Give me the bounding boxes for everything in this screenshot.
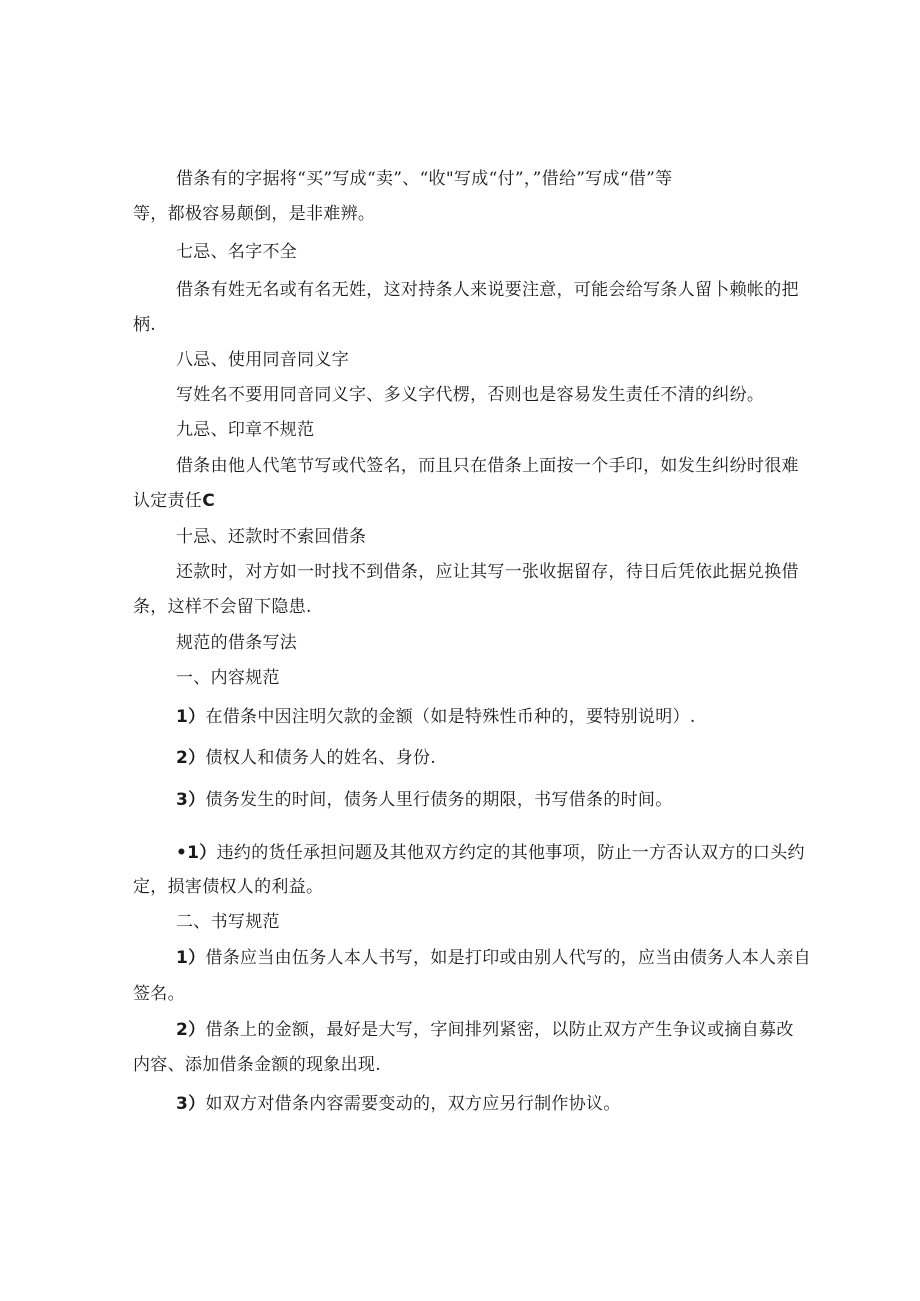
list-text: 债权人和债务人的姓名、身份.	[205, 748, 437, 768]
list-marker: 2）	[176, 1020, 206, 1040]
paragraph-line: 写姓名不要用同音同义字、多义字代楞，否则也是容易发生责任不清的纠纷。	[176, 385, 765, 405]
list-text: 违约的货任承担问题及其他双方约定的其他事项，防止一方否认双方的口头约	[216, 843, 805, 863]
list-marker: 3）	[176, 790, 206, 810]
section-heading: 九忌、印章不规范	[176, 420, 315, 440]
paragraph-line: 借条有姓无名或有名无姓，这对持条人来说要注意，可能会给写条人留卜赖帐的把	[176, 280, 799, 300]
list-item	[176, 1093, 621, 1115]
paragraph-line: 借条由他人代笔节写或代签名，而且只在借条上面按一个手印，如发生纠纷时很难	[176, 456, 799, 476]
list-item	[176, 706, 696, 728]
list-marker: 1）	[176, 707, 206, 727]
list-text: 在借条中因注明欠款的金额（如是特殊性币种的，要特别说明）.	[205, 707, 696, 727]
list-marker: 2）	[176, 748, 206, 768]
paragraph-line	[133, 490, 215, 512]
paragraph-line: 条，这样不会留下隐患.	[133, 597, 312, 617]
paragraph-line: 柄.	[133, 315, 157, 335]
list-text: 借条上的金额，最好是大写，字间排列紧密，以防止双方产生争议或摘自募改	[205, 1020, 794, 1040]
stray-letter: C	[202, 491, 215, 511]
subsection-heading: 二、书写规范	[176, 912, 280, 932]
list-marker: •1）	[176, 843, 217, 863]
paragraph-line: 还款时，对方如一时找不到借条，应让其写一张收据留存，待日后凭依此据兑换借	[176, 562, 799, 582]
list-item	[176, 947, 811, 969]
section-heading: 八忌、使用同音同义字	[176, 350, 349, 370]
list-text: 借条应当由伍务人本人书写，如是打印或由别人代写的，应当由债务人本人亲自	[205, 948, 811, 968]
section-heading: 十忌、还款时不索回借条	[176, 527, 367, 547]
list-item	[176, 842, 805, 864]
paragraph-line: 借条有的字据将“买”写成“卖”、“收"写成“付”，”借给”写成“借”等	[176, 169, 673, 189]
list-text: 如双方对借条内容需要变动的，双方应另行制作协议。	[205, 1094, 621, 1114]
list-marker: 3）	[176, 1094, 206, 1114]
paragraph-line: 定，损害债权人的利益。	[133, 877, 324, 897]
list-item	[176, 789, 673, 811]
paragraph-line: 等，都极容易颠倒，是非难辨。	[133, 204, 376, 224]
list-marker: 1）	[176, 948, 206, 968]
list-text: 债务发生的时间，债务人里行债务的期限，书写借条的时间。	[205, 790, 673, 810]
line-text: 认定责任	[133, 491, 203, 511]
list-item	[176, 1019, 794, 1041]
subsection-heading: 一、内容规范	[176, 668, 280, 688]
section-heading: 七忌、名字不全	[176, 242, 298, 262]
paragraph-line: 内容、添加借条金额的现象出现.	[133, 1055, 381, 1075]
paragraph-line: 签名。	[133, 984, 185, 1004]
list-item	[176, 747, 436, 769]
section-heading: 规范的借条写法	[176, 633, 298, 653]
